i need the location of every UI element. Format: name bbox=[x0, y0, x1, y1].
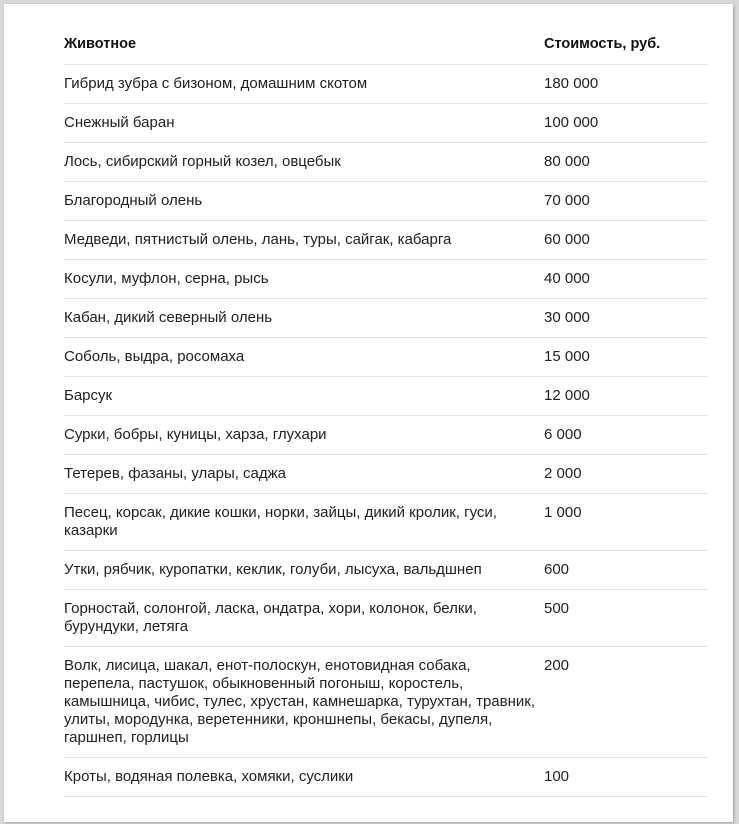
table-row bbox=[64, 260, 708, 299]
table-row bbox=[64, 65, 708, 104]
cell-price: 2 000 bbox=[544, 455, 708, 494]
cell-animal: Сурки, бобры, куницы, харза, глухари bbox=[64, 416, 544, 455]
cell-animal: Лось, сибирский горный козел, овцебык bbox=[64, 143, 544, 182]
table-row bbox=[64, 143, 708, 182]
header-animal: Животное bbox=[64, 21, 544, 65]
cell-animal: Кабан, дикий северный олень bbox=[64, 299, 544, 338]
table-row bbox=[64, 182, 708, 221]
cell-price: 60 000 bbox=[544, 221, 708, 260]
cell-price: 100 bbox=[544, 758, 708, 797]
cell-price: 600 bbox=[544, 551, 708, 590]
table-row bbox=[64, 299, 708, 338]
table-row bbox=[64, 590, 708, 647]
table-row bbox=[64, 221, 708, 260]
table-row bbox=[64, 416, 708, 455]
cell-animal: Снежный баран bbox=[64, 104, 544, 143]
cell-animal: Тетерев, фазаны, улары, саджа bbox=[64, 455, 544, 494]
cell-animal: Горностай, солонгой, ласка, ондатра, хори, колонок, белки, бурундуки, летяга bbox=[64, 590, 544, 647]
cell-price: 500 bbox=[544, 590, 708, 647]
cell-animal: Утки, рябчик, куропатки, кеклик, голуби, лысуха, вальдшнеп bbox=[64, 551, 544, 590]
cell-animal: Барсук bbox=[64, 377, 544, 416]
cell-price: 70 000 bbox=[544, 182, 708, 221]
cell-animal: Медведи, пятнистый олень, лань, туры, сайгак, кабарга bbox=[64, 221, 544, 260]
cell-animal: Волк, лисица, шакал, енот-полоскун, енотовидная собака, перепела, пастушок, обыкновенный погоныш, коростель, камышница, чибис, тулес, хрустан, камнешарка, турухтан, травник, улиты, мородунка, веретенники, кроншнепы, бекасы, дупеля, гаршнеп, горлицы bbox=[64, 647, 544, 758]
table-row bbox=[64, 551, 708, 590]
cell-price: 100 000 bbox=[544, 104, 708, 143]
compensation-table bbox=[64, 21, 708, 797]
cell-animal: Благородный олень bbox=[64, 182, 544, 221]
cell-animal: Соболь, выдра, росомаха bbox=[64, 338, 544, 377]
table-row bbox=[64, 494, 708, 551]
cell-price: 6 000 bbox=[544, 416, 708, 455]
table-row bbox=[64, 104, 708, 143]
cell-price: 1 000 bbox=[544, 494, 708, 551]
cell-price: 30 000 bbox=[544, 299, 708, 338]
cell-price: 180 000 bbox=[544, 65, 708, 104]
table-row bbox=[64, 455, 708, 494]
cell-price: 15 000 bbox=[544, 338, 708, 377]
document-page bbox=[4, 4, 733, 822]
cell-price: 80 000 bbox=[544, 143, 708, 182]
cell-animal: Кроты, водяная полевка, хомяки, суслики bbox=[64, 758, 544, 797]
table-row bbox=[64, 647, 708, 758]
cell-animal: Косули, муфлон, серна, рысь bbox=[64, 260, 544, 299]
table-body bbox=[64, 65, 708, 797]
table-header-row bbox=[64, 21, 708, 65]
cell-price: 200 bbox=[544, 647, 708, 758]
table-row bbox=[64, 377, 708, 416]
table-row bbox=[64, 338, 708, 377]
cell-price: 40 000 bbox=[544, 260, 708, 299]
cell-animal: Гибрид зубра с бизоном, домашним скотом bbox=[64, 65, 544, 104]
header-price: Стоимость, руб. bbox=[544, 21, 708, 65]
table-row bbox=[64, 758, 708, 797]
cell-price: 12 000 bbox=[544, 377, 708, 416]
cell-animal: Песец, корсак, дикие кошки, норки, зайцы, дикий кролик, гуси, казарки bbox=[64, 494, 544, 551]
